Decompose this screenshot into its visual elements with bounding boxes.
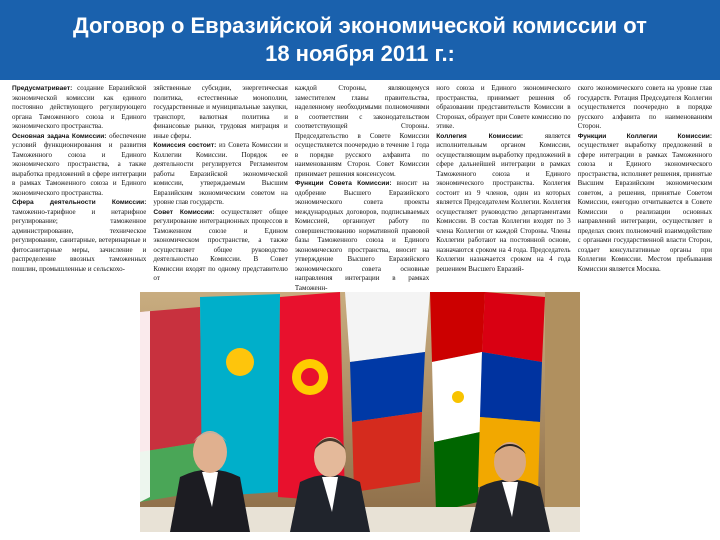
section-heading: Совет Комиссии: bbox=[153, 208, 215, 216]
section-text: каждой Стороны, являющемуся заместителем главы правительства, наделенному необходимыми полномочиями в соответствии с законодательством соответствующей Стороны. Председательство в Совете Комиссии осуществляется поочередно в течение 1 года в порядке русского алфавита по наименованиям Сторон. Совет Комиссии принимает решения консенсусом. bbox=[294, 84, 430, 178]
section-heading: Предусматривает: bbox=[12, 85, 73, 92]
section-text: является исполнительным органом Комиссии, осуществляющим выработку предложений в сфере дальнейшей интеграции в рамках Таможенного союза и Единого экономического пространства. Коллегия состоит из 9 членов, один из которых является Председателем Коллегии. Коллегия осуществляет руководство департаментами Комиссии. В состав Коллегии входят по 3 члена Коллегии от каждой Стороны. Члены Коллегии работают на постоянной основе, назначаются сроком на 4 года. Председатель Коллегии назначается сроком на 4 года решением Высшего Евразий- bbox=[436, 131, 571, 273]
section-heading: Сфера деятельности Комиссии: bbox=[12, 199, 147, 206]
article-column-4 bbox=[436, 84, 570, 294]
section-heading: Основная задача Комиссии: bbox=[12, 132, 107, 140]
slide-title-line-1: Договор о Евразийской экономической комиссии от bbox=[73, 13, 647, 38]
section-heading: Функции Коллегии Комиссии: bbox=[577, 132, 712, 140]
slide-title-line-2: 18 ноября 2011 г.: bbox=[265, 41, 455, 66]
section-text: осуществляет выработку предложений в сфере интеграции в рамках Таможенного союза и Единого экономического пространства, исполняет решения, принятые Высшим Евразийским экономическим советом, а решения, принятые Советом Комиссии, ежегодно отчитывается в Совете Комиссии о реализации основных направлений интеграции, осуществляет в пределах своих полномочий взаимодействие с органами государственной власти Сторон, создает консультативные органы при Коллегии Комиссии. Местом пребывания Комиссии является Москва. bbox=[577, 141, 712, 273]
section-heading: Функции Совета Комиссии: bbox=[294, 180, 392, 187]
section-heading: Комиссия состоит: bbox=[153, 142, 217, 149]
tajikistan-flag bbox=[430, 292, 485, 512]
slide-title-bar bbox=[0, 0, 720, 80]
russia-flag bbox=[345, 292, 430, 492]
summit-photo-illustration bbox=[140, 292, 580, 532]
section-text: из Совета Комиссии и Коллегии Комиссии. Порядок ее деятельности регулируется Регламентом работы Евразийской экономической комиссии, утверждаемым Высшим Евразийским экономическим советом на уровне глав государств. bbox=[153, 141, 288, 206]
section-text: ского экономического совета на уровне глав государств. Ротация Председателя Коллегии осуществляется поочередно в порядке русского алфавита по наименованиям Сторон. bbox=[577, 84, 712, 130]
section-text: обеспечение условий функционирования и развития Таможенного союза и Единого экономического пространства, а также выработка предложений в сфере интеграции в рамках Таможенного союза и Единого экономического пространства. bbox=[12, 131, 147, 197]
section-text: таможенно-тарифное и нетарифное регулирование; таможенное администрирование, техническое регулирование, санитарные, ветеринарные и фитосанитарные меры, зачисление и распределение ввозных таможенных пошлин, промышленные и сельскохо- bbox=[12, 207, 147, 273]
summit-photo bbox=[140, 292, 580, 532]
section-text: вносит на одобрение Высшего Евразийского экономического совета проекты международных договоров, подписываемых Комиссией, организует работу по совершенствованию нормативной правовой базы Таможенного союза и Единого экономического пространства, вносит на утверждение Высшего Евразийского экономического совета основные направления интеграции в рамках Таможенн- bbox=[294, 179, 430, 292]
article-column-3 bbox=[295, 84, 429, 294]
section-text: создание Евразийской экономической комиссии как единого постоянно действующего регулирующего органа Таможенного союза и Единого экономического пространства. bbox=[12, 84, 147, 130]
newspaper-article bbox=[12, 84, 712, 294]
section-text: осуществляет общее регулирование интеграционных процессов в Таможенном союзе и Едином экономическом пространстве, а также осуществляет общее руководство деятельностью Комиссии. В Совет Комиссии входят по одному представителю от bbox=[153, 207, 288, 282]
section-text: зяйственные субсидии, энергетическая политика, естественные монополии, государственные и муниципальные закупки, транспорт, валютная политика и финансовые рынки, трудовая миграция и иные сферы. bbox=[153, 84, 288, 140]
article-column-2 bbox=[153, 84, 287, 294]
article-column-1 bbox=[12, 84, 146, 294]
section-heading: Коллегия Комиссии: bbox=[436, 132, 524, 140]
article-column-5 bbox=[578, 84, 712, 294]
section-text: ного союза и Единого экономического пространства, принимает решения об образовании представительств Комиссии в Сторонах, образует при Совете комиссию по этике. bbox=[436, 84, 571, 130]
